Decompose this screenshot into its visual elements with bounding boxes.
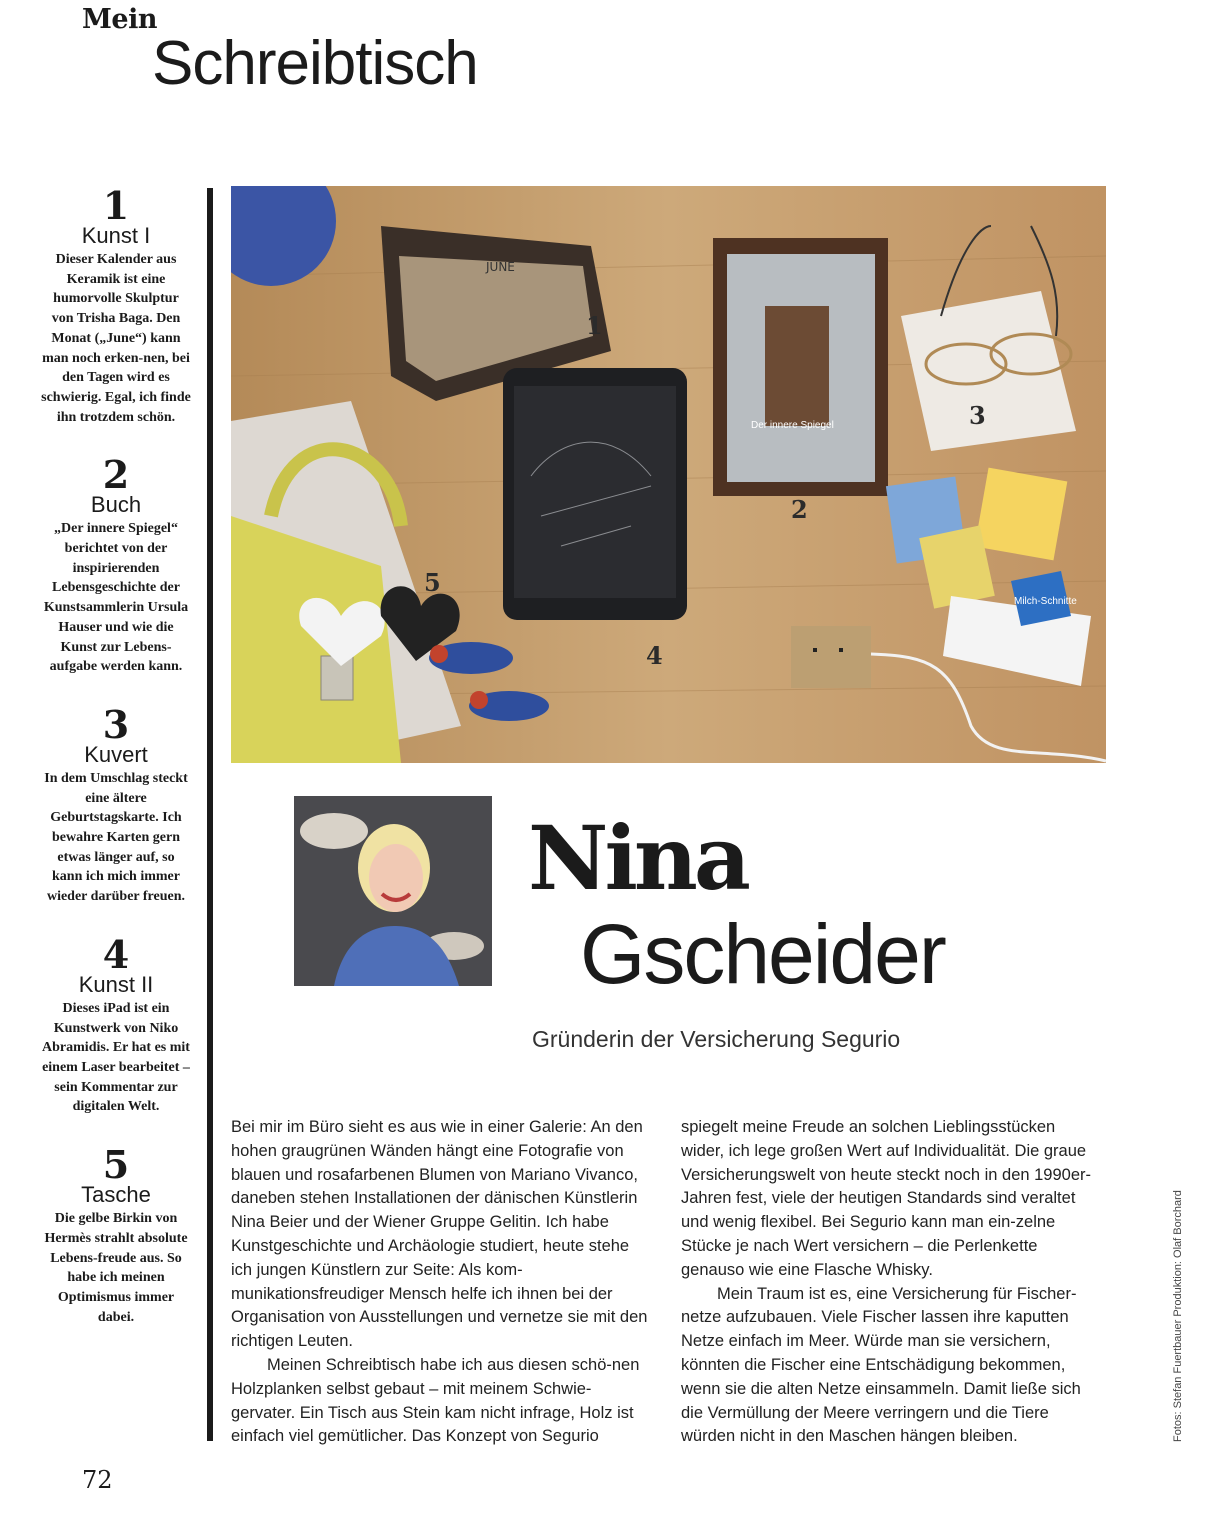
photo-credits: Fotos: Stefan Fuertbauer Produktion: Olaf Borchard [1172, 1190, 1184, 1442]
calendar-month-text: JUNE [486, 260, 515, 274]
desk-illustration [231, 186, 1106, 763]
kicker-mein: Mein [82, 4, 157, 35]
body-paragraph: Mein Traum ist es, eine Versicherung für Fischer-netze aufzubauen. Viele Fischer lassen ihre kaputten Netze einfach im Meer. Würde man sie versichern, könnten die Fischer eine Entschädigung bekommen, wenn sie die alten Netze einsammeln. Damit ließe sich die Vermüllung der Meere verringern und die Tiere würden nicht in den Maschen hängen bleiben. [681, 1284, 1081, 1446]
person-first-name: Nina [528, 806, 747, 910]
item-description: Dieser Kalender aus Keramik ist eine humorvolle Skulptur von Trisha Baga. Den Monat („June“) kann man noch erken-nen, bei den Tagen wird es schwierig. Egal, ich finde ihn trotzdem schön. [41, 252, 191, 425]
body-column-left [231, 1116, 651, 1449]
photo-marker-4: 4 [646, 641, 663, 670]
list-item [30, 701, 202, 907]
book-der-innere-spiegel [713, 238, 888, 496]
fish-wall-decor [300, 813, 368, 849]
body-paragraph: Bei mir im Büro sieht es aus wie in einer Galerie: An den hohen graugrünen Wänden hängt eine Fotografie von blauen und rosafarbenen Blumen von Mariano Vivanco, daneben stehen Installationen der dänischen Künstlerin Nina Beier und der Wiener Gruppe Gelitin. Ich habe Kunstgeschichte und Archäologie studiert, heute stehe ich jungen Künstlern zur Seite: Als kom-munikationsfreudiger Mensch helfe ich ihnen bei der Organisation von Ausstellungen und vernetze sie mit den richtigen Leuten. [231, 1118, 648, 1351]
page-title: Schreibtisch [152, 29, 478, 98]
photo-marker-3: 3 [969, 401, 986, 430]
list-item [30, 1142, 202, 1327]
item-description: „Der innere Spiegel“ berichtet von der inspirierenden Lebensgeschichte der Kunstsammlerin Ursula Hauser und wie die Kunst zur Lebens-aufgabe werden kann. [43, 521, 189, 675]
item-list-sidebar [30, 183, 202, 1355]
photo-marker-1: 1 [586, 311, 603, 340]
engraved-ipad [503, 368, 687, 620]
portrait-illustration [294, 796, 492, 986]
snack-label: Milch-Schnitte [1014, 596, 1077, 607]
body-column-right [681, 1116, 1101, 1449]
item-label: Buch [90, 492, 142, 518]
body-paragraph: spiegelt meine Freude an solchen Lieblingsstücken wider, ich lege großen Wert auf Individualität. Die graue Versicherungswelt von heute steckt noch in den 1990er-Jahren fest, viele der heutigen Standards sind veraltet und wenig flexibel. Bei Segurio kann man ein-zelne Stücke je nach Wert versichern – die Perlenkette genauso wie eine Flasche Whisky. [681, 1118, 1092, 1279]
item-description: In dem Umschlag steckt eine ältere Geburtstagskarte. Ich bewahre Karten gern etwas länger auf, so kann ich mich immer wieder darüber freuen. [44, 770, 188, 905]
list-item [30, 452, 202, 677]
photo-marker-2: 2 [791, 495, 808, 524]
portrait-photo [294, 796, 492, 986]
item-description: Die gelbe Birkin von Hermès strahlt absolute Lebens-freude aus. So habe ich meinen Optimismus immer dabei. [44, 1211, 188, 1325]
list-item [30, 183, 202, 427]
item-description: Dieses iPad ist ein Kunstwerk von Niko Abramidis. Er hat es mit einem Laser bearbeitet – sein Kommentar zur digitalen Welt. [42, 1000, 190, 1115]
item-number: 5 [102, 1142, 130, 1188]
person-last-name: Gscheider [580, 907, 945, 1001]
item-label: Kunst II [78, 971, 154, 997]
vertical-divider [207, 188, 213, 1441]
item-label: Tasche [81, 1182, 151, 1208]
book-cover-title: Der innere Spiegel [751, 420, 834, 431]
list-item [30, 931, 202, 1117]
item-number: 1 [102, 183, 130, 228]
person-role: Gründerin der Versicherung Segurio [532, 1026, 901, 1052]
desk-photo [231, 186, 1106, 763]
item-number: 2 [102, 452, 130, 498]
item-label: Kunst I [81, 223, 151, 248]
body-paragraph: Meinen Schreibtisch habe ich aus diesen schö-nen Holzplanken selbst gebaut – mit meinem Schwie-gervater. Ein Tisch aus Stein kam nicht infrage, Holz ist einfach viel gemütlicher. Das Konzept von Segurio [231, 1355, 640, 1446]
page-number: 72 [82, 1466, 113, 1494]
item-number: 4 [102, 931, 130, 977]
photo-marker-5: 5 [424, 568, 441, 597]
item-label: Kuvert [84, 741, 148, 767]
item-number: 3 [102, 701, 130, 747]
